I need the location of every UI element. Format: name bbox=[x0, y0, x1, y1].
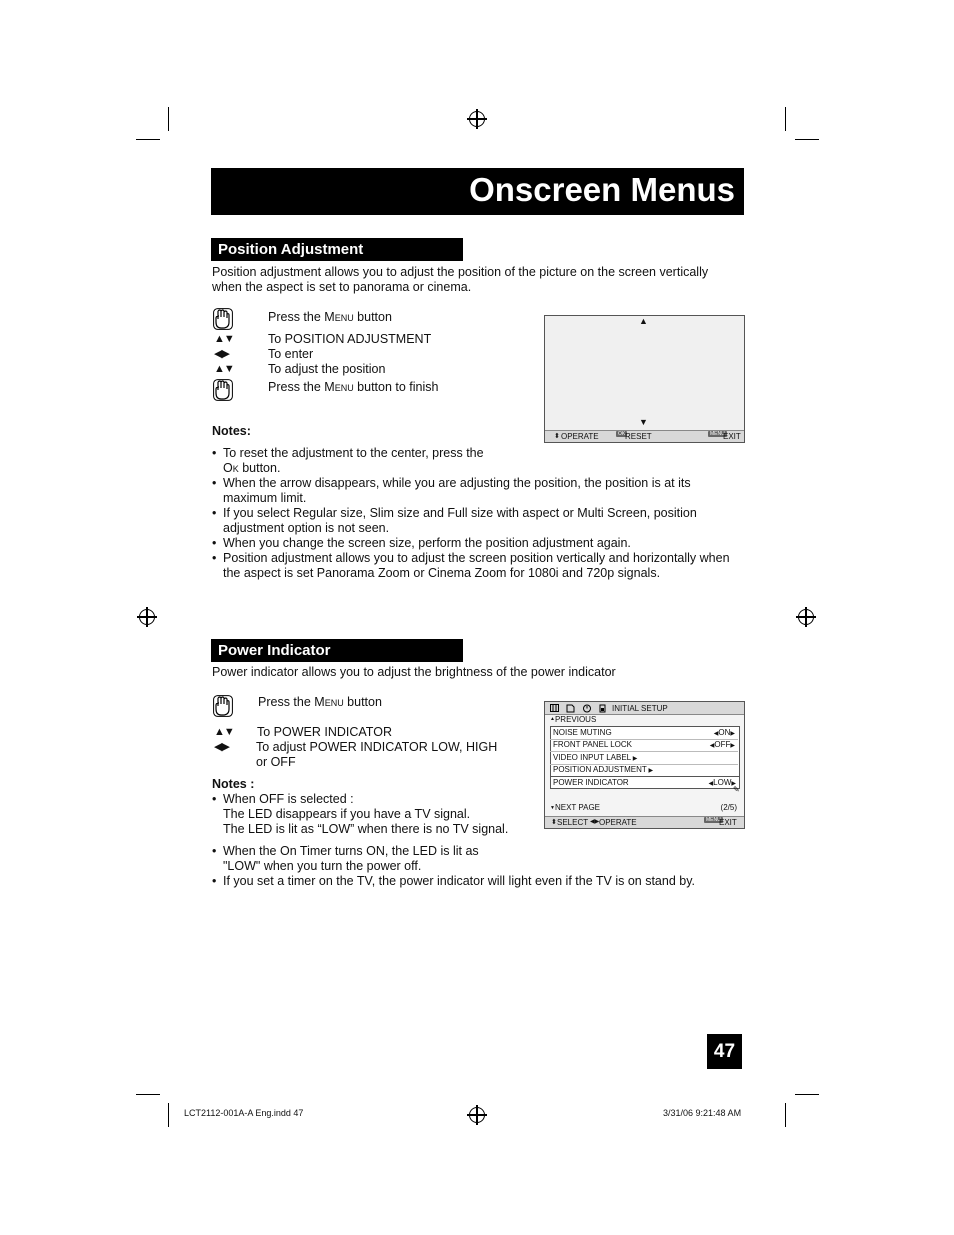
step-to-power-indicator: To POWER INDICATOR bbox=[257, 725, 392, 739]
ok-key-icon: OK bbox=[618, 431, 626, 437]
registration-mark-icon bbox=[798, 609, 814, 625]
bullet: • bbox=[212, 536, 217, 550]
notes-label: Notes: bbox=[212, 424, 251, 438]
reset-label: RESET bbox=[625, 432, 652, 441]
menu-item-video-input-label[interactable]: VIDEO INPUT LABEL ▶ bbox=[550, 752, 738, 765]
registration-mark-icon bbox=[469, 111, 485, 127]
page-indicator: (2/5) bbox=[720, 803, 737, 812]
osd-header-title: INITIAL SETUP bbox=[612, 704, 668, 713]
step-to-position-adjustment: To POSITION ADJUSTMENT bbox=[268, 332, 432, 346]
left-right-arrows-icon: ◀▶ bbox=[214, 348, 229, 360]
footer-timestamp: 3/31/06 9:21:48 AM bbox=[663, 1108, 742, 1118]
menu-category-icons bbox=[550, 704, 610, 713]
bullet: • bbox=[212, 446, 217, 460]
note-timer-standby: If you set a timer on the TV, the power indicator will light even if the TV is on stand by. bbox=[223, 874, 696, 888]
note-off-selected: When OFF is selected : The LED disappears if you have a TV signal. The LED is lit as “LOW” when there is no TV signal. bbox=[223, 792, 509, 836]
menu-item-power-indicator[interactable]: POWER INDICATOR ◀LOW▶ bbox=[550, 776, 740, 789]
crop-mark bbox=[168, 107, 169, 131]
menu-item-front-panel-lock[interactable]: FRONT PANEL LOCK ◀OFF▶ bbox=[550, 739, 738, 752]
crop-mark bbox=[168, 1103, 169, 1127]
crop-mark bbox=[795, 139, 819, 140]
up-down-arrows-icon: ▲▼ bbox=[214, 726, 234, 738]
osd-footer bbox=[545, 816, 744, 828]
page-title: Onscreen Menus bbox=[469, 171, 735, 208]
remote-press-icon bbox=[213, 308, 233, 330]
power-indicator-intro: Power indicator allows you to adjust the brightness of the power indicator bbox=[212, 665, 616, 679]
crop-mark bbox=[136, 1094, 160, 1095]
up-down-icon: ⬍ bbox=[551, 819, 557, 826]
step-press-menu: Press the Menu button bbox=[258, 695, 382, 709]
exit-label: EXIT bbox=[719, 818, 737, 827]
section-heading-power-indicator: Power Indicator bbox=[211, 639, 463, 662]
osd-footer bbox=[545, 430, 744, 442]
menu-item-position-adjustment[interactable]: POSITION ADJUSTMENT ▶ bbox=[553, 765, 654, 774]
bullet: • bbox=[212, 874, 217, 888]
initial-setup-menu-screen bbox=[544, 701, 745, 829]
left-right-arrows-icon: ◀▶ bbox=[214, 741, 229, 753]
select-label: SELECT bbox=[557, 818, 589, 827]
operate-label: OPERATE bbox=[561, 432, 599, 441]
operate-label: OPERATE bbox=[599, 818, 637, 827]
position-adjustment-screen bbox=[544, 315, 745, 443]
note-on-timer: When the On Timer turns ON, the LED is lit as "LOW" when you turn the power off. bbox=[223, 844, 479, 873]
crop-mark bbox=[785, 1103, 786, 1127]
page-number: 47 bbox=[707, 1034, 742, 1069]
previous-item[interactable]: ▲PREVIOUS bbox=[550, 715, 597, 724]
step-adjust-position: To adjust the position bbox=[268, 362, 386, 376]
step-press-menu-finish: Press the Menu button to finish bbox=[268, 380, 439, 394]
registration-mark-icon bbox=[469, 1107, 485, 1123]
step-press-menu: Press the Menu button bbox=[268, 310, 392, 324]
page-title-bar bbox=[211, 168, 744, 215]
note-screen-size: When you change the screen size, perform the position adjustment again. bbox=[223, 536, 631, 550]
remote-press-icon bbox=[213, 379, 233, 401]
footer-file-info: LCT2112-001A-A Eng.indd 47 bbox=[184, 1108, 304, 1118]
notes-label: Notes : bbox=[212, 777, 255, 791]
down-arrow-icon: ▼ bbox=[639, 417, 648, 427]
bullet: • bbox=[212, 844, 217, 858]
crop-mark bbox=[136, 139, 160, 140]
bullet: • bbox=[212, 792, 217, 806]
up-down-icon: ⬍ bbox=[554, 433, 560, 440]
section-heading-position-adjustment: Position Adjustment bbox=[211, 238, 463, 261]
step-adjust-power-indicator: To adjust POWER INDICATOR LOW, HIGH or OFF bbox=[256, 740, 498, 769]
menu-key-icon: MENU bbox=[710, 431, 725, 437]
crop-mark bbox=[795, 1094, 819, 1095]
exit-label: EXIT bbox=[723, 432, 741, 441]
note-regular-size: If you select Regular size, Slim size and Full size with aspect or Multi Screen, position adjustment option is not seen. bbox=[223, 506, 697, 535]
bullet: • bbox=[212, 551, 217, 565]
menu-item-noise-muting[interactable]: NOISE MUTING ◀ON▶ bbox=[550, 727, 738, 740]
cursor-icon: ✎ bbox=[733, 785, 740, 794]
step-to-enter: To enter bbox=[268, 347, 314, 361]
position-adjustment-intro: Position adjustment allows you to adjust the position of the picture on the screen vertically when the aspect is set to panorama or cinema. bbox=[212, 265, 709, 294]
registration-mark-icon bbox=[139, 609, 155, 625]
note-panorama-zoom: Position adjustment allows you to adjust the screen position vertically and horizontally when the aspect is set Panorama Zoom or Cinema Zoom for 1080i and 720p signals. bbox=[223, 551, 730, 580]
left-right-icon: ◀▶ bbox=[590, 819, 600, 825]
note-arrow-disappears: When the arrow disappears, while you are adjusting the position, the position is at its maximum limit. bbox=[223, 476, 691, 505]
bullet: • bbox=[212, 476, 217, 490]
note-reset: To reset the adjustment to the center, press the Ok button. bbox=[223, 446, 484, 475]
crop-mark bbox=[785, 107, 786, 131]
up-down-arrows-icon: ▲▼ bbox=[214, 333, 234, 345]
bullet: • bbox=[212, 506, 217, 520]
next-page-item[interactable]: ▼NEXT PAGE bbox=[550, 803, 601, 812]
up-down-arrows-icon: ▲▼ bbox=[214, 363, 234, 375]
remote-press-icon bbox=[213, 695, 233, 717]
menu-key-icon: MENU bbox=[706, 817, 721, 823]
up-arrow-icon: ▲ bbox=[639, 316, 648, 326]
